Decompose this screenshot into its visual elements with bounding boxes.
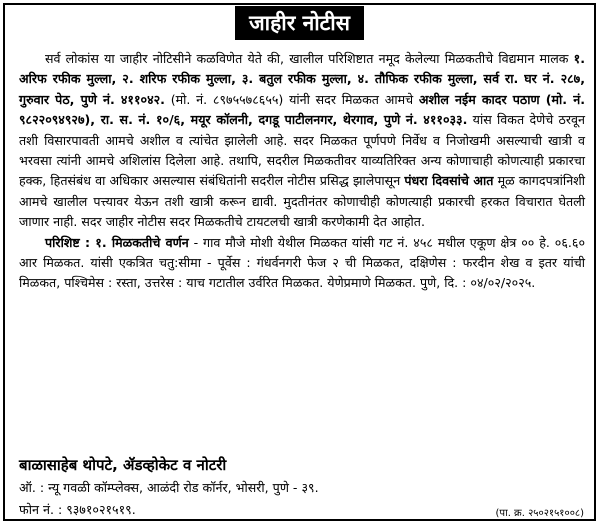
notice-paragraph-main bbox=[19, 49, 585, 233]
text-intro: सर्व लोकांस या जाहीर नोटिसीने कळविणेत येते की, खालील परिशिष्टात नमूद केलेल्या मिळकतीचे विद्यमान मालक bbox=[45, 51, 574, 66]
deadline-highlight: पंधरा दिवसांचे आत bbox=[404, 173, 494, 189]
text-conditions: यांस विकत देणेचे ठरवून तशी विसारपावती आमचे अशील व त्यांचेत झालेली आहे. सदर मिळकत पूर्णपणे निर्वेध व निजोखमी असल्याची खात्री व भरवसा त्यांनी आमचे अशिलांस दिलेला आहे. तथापि, सदरील मिळकतीवर याव्यतिरिक्त अन्य कोणाचाही कोणत्याही प्रकारचा हक्क, हितसंबंध वा अधिकार असल्यास संबंधितांनी सदरील नोटीस प्रसिद्ध झालेपासून bbox=[19, 112, 585, 189]
client-details: अशील नईम कादर पठाण (मो. नं. ९८२२०९४९२७), रा. स. नं. १०/६, मयूर कॉलनी, दगडू पाटीलनगर, थेरगाव, पुणे नं. ४११०३३. bbox=[19, 91, 586, 128]
advocate-phone: फोन नं. : ९३७१०२१५१९. bbox=[19, 502, 136, 517]
schedule-description: - गाव मौजे मोशी येथील मिळकत यांसी गट नं. ४५८ मधील एकूण क्षेत्र ०० हे. ०६.६० आर मिळकत. यांसी एकत्रित चतु:सीमा - पूर्वेस : गंधर्वनगरी फेज २ ची मिळकत, दक्षिणेस : फरदीन शेख व इतर यांची मिळकत, पश्चिमेस : रस्ता, उत्तरेस : याच गटातील उर्वरित मिळकत. येणेप्रमाणे मिळकत. पुणे, दि. : ०४/०२/२०२५. bbox=[19, 234, 585, 291]
owners-names: १. अरिफ रफीक मुल्ला, २. शरिफ रफीक मुल्ला, ३. बतुल रफीक मुल्ला, ४. तौफिक रफीक मुल्ला, सर्व रा. घर नं. २८७, गुरुवार पेठ, पुणे नं. ४११०४२. bbox=[19, 51, 585, 107]
notice-body bbox=[19, 49, 585, 294]
advocate-address: ऑ. : न्यू गवळी कॉम्प्लेक्स, आळंदी रोड कॉर्नर, भोसरी, पुणे - ३९. bbox=[19, 480, 319, 495]
notice-title: जाहीर नोटीस bbox=[235, 6, 364, 40]
advocate-name: बाळासाहेब थोपटे, ॲडव्होकेट व नोटरी bbox=[19, 456, 227, 474]
text-owners-phone: (मो. नं. ८९७५५७८६५५) यांनी सदर मिळकत आमचे bbox=[164, 91, 419, 107]
schedule-label: परिशिष्ट : १. मिळकतीचे वर्णन bbox=[45, 234, 189, 250]
reference-code: (पा. क्र. २५०२१५१००८) bbox=[495, 508, 584, 519]
public-notice bbox=[3, 3, 596, 521]
notice-header bbox=[5, 5, 594, 41]
notice-paragraph-schedule bbox=[19, 233, 585, 294]
text-closing: मूळ कागदपत्रांनिशी आमचे खालील पत्त्यावर येऊन तशी खात्री करून द्यावी. मुदतीनंतर कोणाचीही कोणत्याही प्रकारची हरकत विचारात घेतली जाणार नाही. सदर जाहीर नोटीस सदर मिळकतीचे टायटलची खात्री करणेकामी देत आहोत. bbox=[19, 173, 586, 230]
